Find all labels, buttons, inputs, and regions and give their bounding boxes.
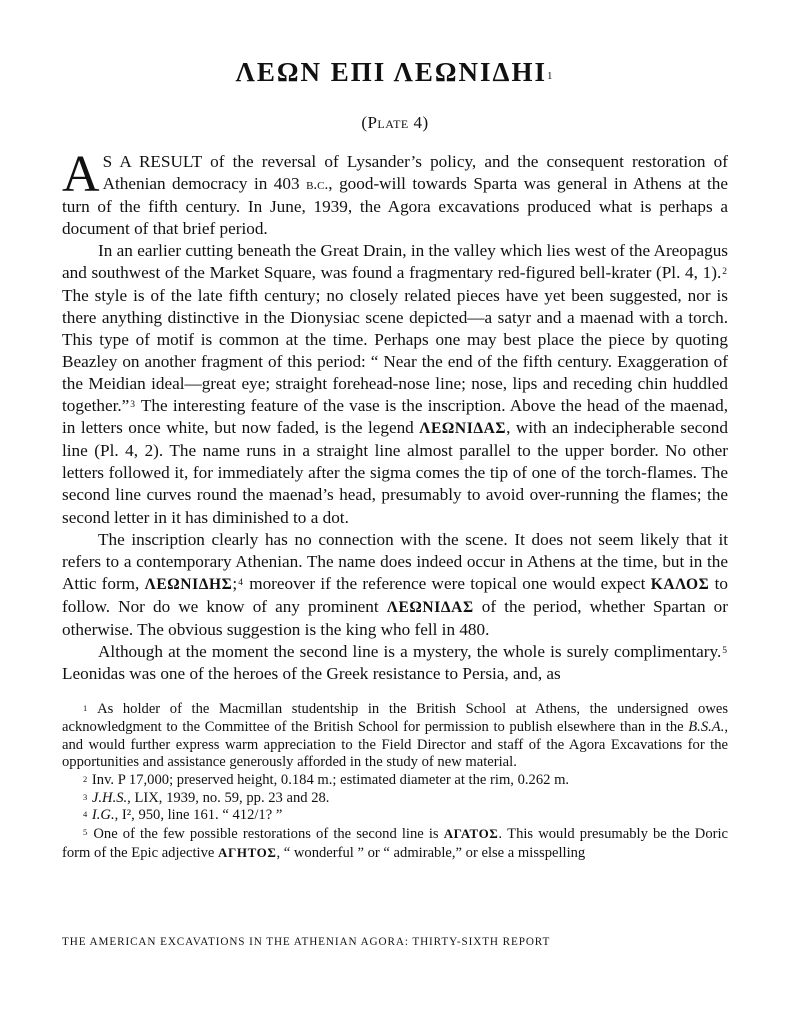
footnote-text: One of the few possible restorations of the second line is [93, 826, 444, 843]
footnote-text: As holder of the Macmillan studentship in the British School at Athens, the undersigned owes acknowledgment to the Committee of the British School for permission to publish elsewhere than in the [62, 701, 729, 735]
paragraph-2 [62, 240, 728, 528]
paragraph-2-text: In an earlier cutting beneath the Great Drain, in the valley which lies west of the Areopagus and southwest of the Market Square, was found a fragmentary red-figured bell-krater (Pl. 4, 1). [62, 241, 728, 283]
footnote-text: , I², 950, line 161. “ 412/1? ” [114, 807, 283, 824]
footnote-number: 3 [83, 791, 88, 802]
paragraph-2-text-3: The interesting feature of the vase is the inscription. Above the head of the maenad, in letters once white, but now faded, is the legend [62, 396, 728, 438]
footnote-5 [62, 825, 728, 862]
article-title-text: ΛΕΩΝ ΕΠΙ ΛΕΩΝΙΔΗΙ [235, 57, 547, 87]
paragraph-1-text: of the reversal of Lysander’s policy, and the consequent restoration of Athenian democracy in 403 [102, 152, 728, 194]
plate-reference: (Plate 4) [361, 113, 429, 132]
footnote-3 [62, 790, 728, 808]
lead-in: S A RESULT [102, 152, 202, 171]
title-footnote-ref: 1 [546, 70, 555, 82]
article-body [62, 146, 729, 685]
footnote-number: 2 [83, 774, 88, 785]
footnote-number: 4 [83, 809, 88, 820]
running-footer: THE AMERICAN EXCAVATIONS IN THE ATHENIAN AGORA: THIRTY-SIXTH REPORT [62, 936, 551, 948]
paragraph-3 [62, 529, 728, 641]
paragraph-1-text-2: , good-will towards Sparta was general in Athens at the turn of the fifth century. In June, 1939, the Agora excavations produced what is perhaps a document of that brief period. [62, 174, 729, 239]
footnote-ref-5: 5 [722, 646, 727, 657]
paragraph-3-text-3: to follow. Nor do we know of any prominent [62, 573, 728, 616]
paragraph-3-semicolon: ; [232, 573, 238, 593]
paragraph-3-text-2: moreover if the reference were topical one would expect [243, 573, 651, 593]
footnote-text: Inv. P 17,000; preserved height, 0.184 m.; estimated diameter at the rim, 0.262 m. [91, 772, 570, 789]
paragraph-2-text-4: , with an indecipherable second line (Pl. 4, 2). The name runs in a straight line almost parallel to the upper border. No other letters followed it, for immediately after the sigma comes the tip of one of the torch-flames. The second line curves round the maenad’s head, presumably to avoid over-running the flames; the second letter in it has diminished to a dot. [62, 418, 728, 527]
footnote-text-2: , and would further express warm appreciation to the Field Director and staff of the Agora Excavations for the opportunities and assistance generously afforded in the study of new material. [62, 718, 728, 771]
paragraph-1 [62, 146, 729, 240]
greek-word-leonidas: ΛΕΩΝΙΔΑΣ [386, 598, 474, 616]
article-title [62, 52, 728, 92]
paragraph-4-text: Although at the moment the second line is a mystery, the whole is surely complimentary. [98, 642, 722, 662]
greek-word-kalos: ΚΑΛΟΣ [650, 575, 710, 593]
footnote-1 [62, 701, 728, 772]
paragraph-3-text-4: of the period, whether Spartan or otherwise. The obvious suggestion is the king who fell in 480. [62, 596, 728, 639]
greek-word-attic: ΛΕΩΝΙΔΗΣ [144, 575, 233, 593]
greek-inscription: ΛΕΩΝΙΔΑΣ [419, 420, 507, 438]
greek-word-agetos: ΑΓΗΤΟΣ [218, 844, 277, 860]
paragraph-4-text-2: Leonidas was one of the heroes of the Greek resistance to Persia, and, as [62, 664, 561, 684]
footnote-ref-3: 3 [130, 400, 136, 411]
footnote-ref-4: 4 [238, 577, 243, 588]
greek-word-agatos: ΑΓΑΤΟΣ [443, 826, 499, 842]
footnote-ref-2: 2 [722, 267, 727, 278]
footnote-text: , LIX, 1939, no. 59, pp. 23 and 28. [127, 789, 330, 806]
paragraph-4 [62, 641, 728, 685]
footnote-text-2: . This would presumably be the Doric form of the Epic adjective [62, 826, 729, 861]
footnotes [62, 701, 728, 862]
footnote-italic: I.G. [91, 807, 115, 824]
paragraph-2-text-2: The style is of the late fifth century; no closely related pieces have yet been suggested, nor is there anything distinctive in the Dionysiac scene depicted—a satyr and a maenad with a torch. This type of motif is common at the time. Perhaps one may best place the piece by quoting Beazley on another fragment of this period: “ Near the end of the fifth century. Exaggeration of the Meidian ideal—great eye; straight forehead-nose line; nose, lips and receding chin huddled together.” [62, 285, 728, 416]
footnote-italic: B.S.A. [688, 718, 725, 735]
era-abbrev: b.c. [306, 177, 329, 194]
footnote-4 [62, 807, 728, 825]
drop-cap: A [62, 146, 100, 203]
footnote-italic: J.H.S. [91, 789, 128, 806]
footnote-number: 5 [83, 827, 88, 838]
footnote-text-3: , “ wonderful ” or “ admirable,” or else a misspelling [276, 844, 586, 861]
paragraph-3-text: The inscription clearly has no connection with the scene. It does not seem likely that it refers to a contemporary Athenian. The name does indeed occur in Athens at the time, but in the Attic form, [62, 529, 728, 593]
footnote-number: 1 [83, 703, 88, 714]
article-page [62, 52, 728, 863]
footnote-2 [62, 772, 728, 790]
